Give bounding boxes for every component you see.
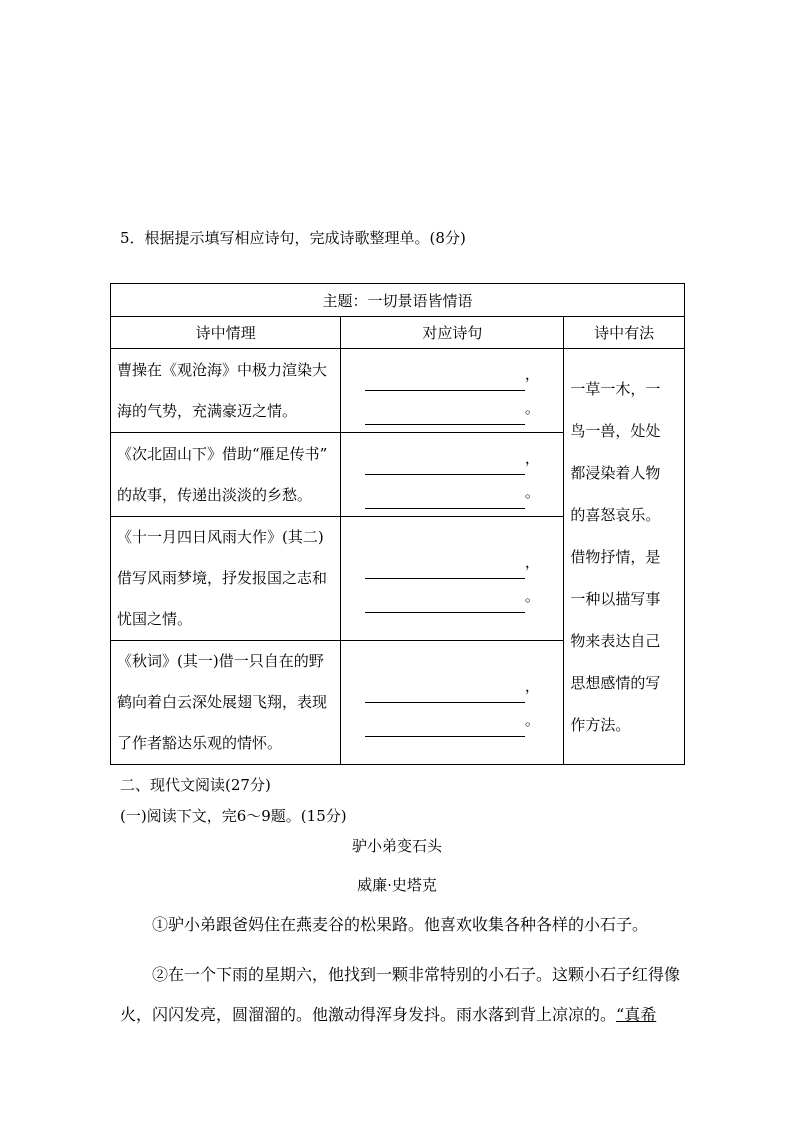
answer-blank[interactable] [365,558,525,579]
paragraph-2 [120,955,680,1035]
meaning-cell-4 [111,641,341,765]
answer-cell-1[interactable] [341,349,564,433]
answer-blank[interactable] [365,404,525,425]
table-theme: 主题：一切景语皆情语 [111,284,685,317]
meaning-line: 《十一月四日风雨大作》(其二) [117,528,324,546]
method-line: 作方法。 [570,715,631,734]
meaning-line: 《秋词》(其一)借一只自在的野 [117,652,324,670]
meaning-line: 曹操在《观沧海》中极力渲染大 [117,360,328,379]
answer-cell-4[interactable] [341,641,564,765]
header-method: 诗中有法 [564,317,685,349]
poem-sheet-table [110,283,685,765]
answer-blank[interactable] [365,716,525,737]
meaning-line: 借写风雨梦境，抒发报国之志和 [117,569,328,587]
meaning-line: 的故事，传递出淡淡的乡愁。 [117,485,313,504]
answer-blank[interactable] [365,682,525,703]
punct: 。 [524,482,540,501]
punct: ， [524,676,540,695]
header-poem-line: 对应诗句 [341,317,564,349]
answer-cell-3[interactable] [341,517,564,641]
method-line: 一草一木，一 [570,379,661,398]
answer-blank[interactable] [365,454,525,475]
punct: ， [524,552,540,571]
story-author: 威廉·史塔克 [357,876,437,894]
meaning-cell-3 [111,517,341,641]
method-line: 鸟一兽，处处 [570,421,661,440]
answer-cell-2[interactable] [341,433,564,517]
meaning-line: 了作者豁达乐观的情怀。 [117,734,283,752]
story-title: 驴小弟变石头 [351,837,442,855]
method-line: 借物抒情，是 [570,547,661,566]
header-meaning: 诗中情理 [111,317,341,349]
meaning-line: 忧国之情。 [117,610,193,628]
answer-blank[interactable] [365,592,525,613]
underlined-quote: “真希 [616,1005,657,1024]
answer-blank[interactable] [365,370,525,391]
punct: 。 [524,398,540,417]
method-cell [564,349,685,765]
method-line: 一种以描写事 [570,589,661,608]
section-2-subheading: (一)阅读下文，完6～9题。(15分) [120,807,347,825]
method-line: 的喜怒哀乐。 [570,505,661,524]
paragraph-2-text: ②在一个下雨的星期六，他找到一颗非常特别的小石子。这颗小石子红得像火，闪闪发亮，圆溜溜的。他激动得浑身发抖。雨水落到背上凉凉的。 [120,965,681,1024]
question-5: 5．根据提示填写相应诗句，完成诗歌整理单。(8分) [120,229,466,247]
section-2-heading: 二、现代文阅读(27分) [120,776,271,794]
punct: ， [524,364,540,383]
method-line: 思想感情的写 [570,673,661,692]
method-line: 物来表达自己 [570,631,661,650]
meaning-line: 《次北固山下》借助“雁足传书” [117,444,328,463]
answer-blank[interactable] [365,488,525,509]
meaning-line: 海的气势，充满豪迈之情。 [117,401,298,420]
punct: 。 [524,710,540,729]
paragraph-1: ①驴小弟跟爸妈住在燕麦谷的松果路。他喜欢收集各种各样的小石子。 [152,915,649,934]
meaning-line: 鹤向着白云深处展翅飞翔，表现 [117,693,328,711]
punct: ， [524,448,540,467]
method-line: 都浸染着人物 [570,463,661,482]
punct: 。 [524,586,540,605]
meaning-cell-2 [111,433,341,517]
meaning-cell-1 [111,349,341,433]
